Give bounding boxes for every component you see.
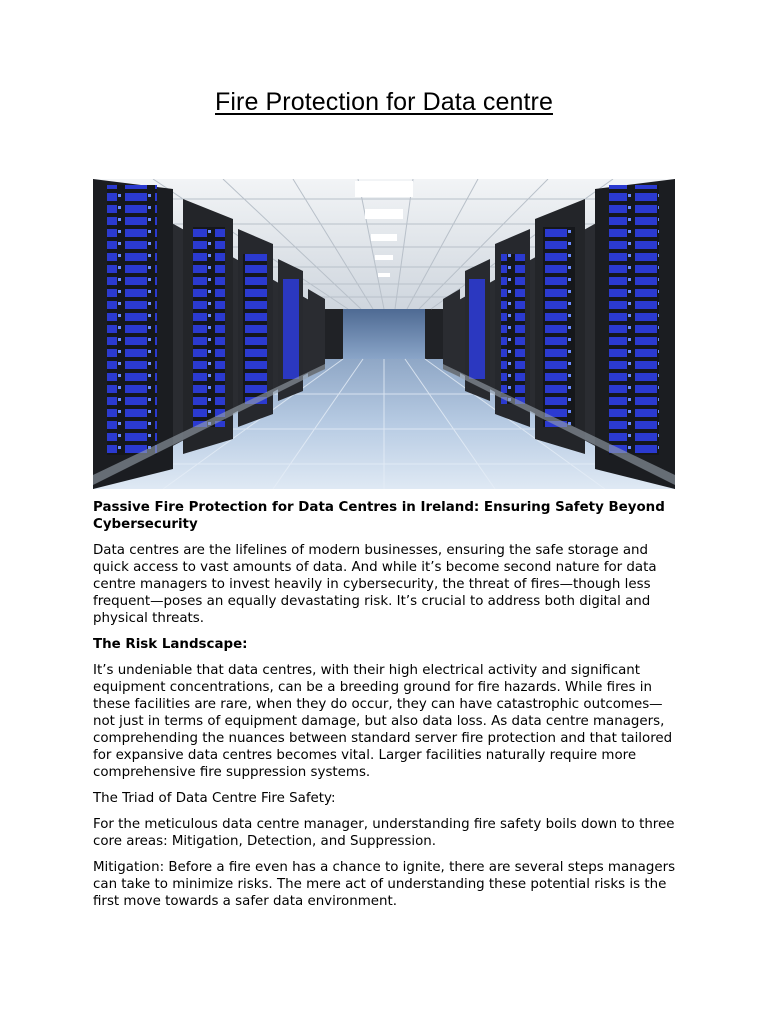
section-subtitle: Passive Fire Protection for Data Centres in Ireland: Ensuring Safety Beyond Cybersecurity [93, 500, 665, 532]
triad-heading: The Triad of Data Centre Fire Safety: [93, 791, 336, 806]
risk-heading: The Risk Landscape: [93, 637, 248, 652]
triad-text: For the meticulous data centre manager, understanding fire safety boils down to three core areas: Mitigation, Detection, and Suppression. [93, 817, 675, 849]
intro-text: Data centres are the lifelines of modern businesses, ensuring the safe storage and quick access to vast amounts of data. And while it’s become second nature for data centre managers to invest heavily in cybersecurity, the threat of fires—though less frequent—poses an equally devastating risk. It’s crucial to address both digital and physical threats. [93, 543, 657, 626]
document-title: Fire Protection for Data centre [215, 88, 553, 116]
mitigation-text: Mitigation: Before a fire even has a chance to ignite, there are several steps managers can take to minimize risks. The mere act of understanding these potential risks is the first move towards a safer data environment. [93, 860, 676, 909]
risk-text: It’s undeniable that data centres, with their high electrical activity and significant equipment concentrations, can be a breeding ground for fire hazards. While fires in these facilities are rare, when they do occur, they can have catastrophic outcomes—not just in terms of equipment damage, but also data loss. As data centre managers, comprehending the nuances between standard server fire protection and that tailored for expansive data centres becomes vital. Larger facilities naturally require more comprehensive fire suppression systems. [93, 663, 673, 780]
triad-paragraph [93, 816, 683, 850]
risk-paragraph [93, 662, 683, 781]
mitigation-paragraph [93, 859, 683, 910]
intro-paragraph [93, 542, 683, 627]
server-aisle-illustration [93, 179, 675, 489]
hero-image [93, 179, 675, 489]
